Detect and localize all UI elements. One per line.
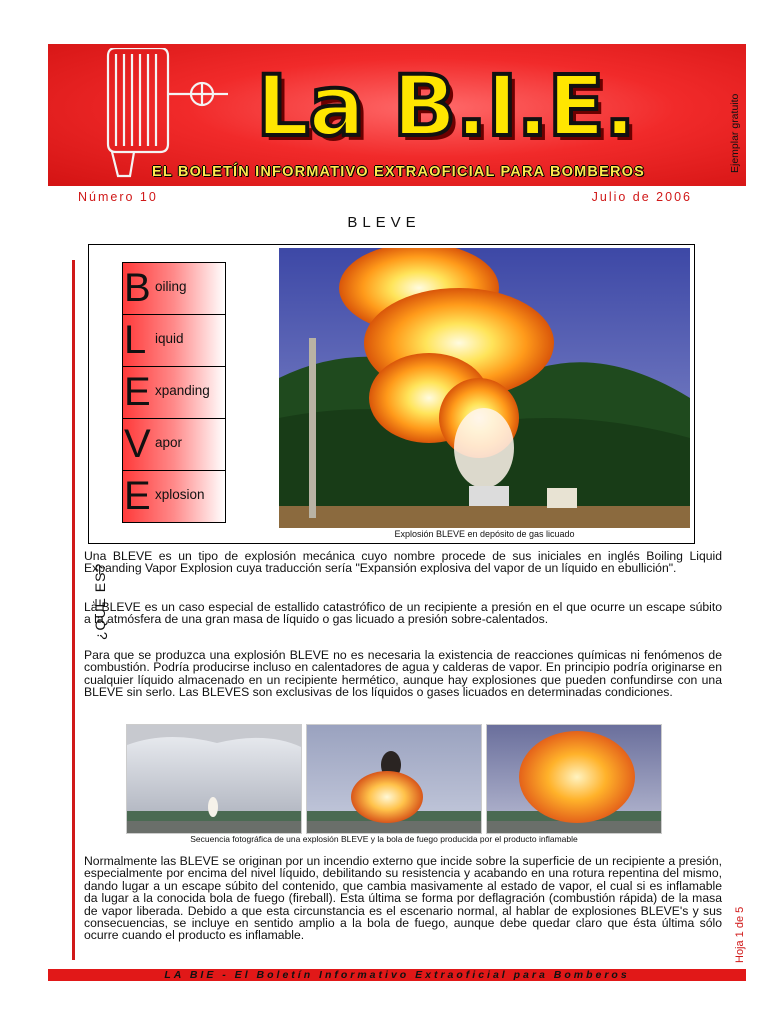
issue-date: Julio de 2006 bbox=[591, 190, 692, 204]
paragraph: Una BLEVE es un tipo de explosión mecánica cuyo nombre procede de sus iniciales en inglés Boiling Liquid Expanding Vapor Explosion cuya traducción sería "Expansión explosiva del vapor de un líquido en ebullición". bbox=[84, 549, 722, 576]
issue-number: Número 10 bbox=[78, 190, 158, 204]
masthead-subtitle: EL BOLETÍN INFORMATIVO EXTRAOFICIAL PARA BOMBEROS bbox=[152, 164, 645, 180]
bleve-explosion-photo bbox=[279, 248, 690, 528]
intro-figure bbox=[88, 244, 695, 544]
footer-text: LA BIE - El Boletín Informativo Extraoficial para Bomberos bbox=[164, 969, 630, 981]
page-title: BLEVE bbox=[347, 214, 421, 231]
acronym-row: B oiling bbox=[123, 263, 225, 315]
masthead-banner bbox=[48, 44, 746, 186]
section-side-label: ¿QUÉ ES? bbox=[92, 562, 108, 640]
paragraph: Normalmente las BLEVE se originan por un incendio externo que incide sobre la superficie de un recipiente a presión, especialmente por encima del nivel líquido, debilitando su resistencia y acabando en una rotura repentina del mismo, dando lugar a un escape súbito del contenido, que cambia masivamente al estado de vapor, el cual si es inflamable da lugar a la conocida bola de fuego (fireball). Esta última se forma por deflagración (combustión rápida) de la masa de vapor liberada. Debido a que esta circunstancia es el escenario normal, al hablar de explosiones BLEVE's y sus consecuencias, se incluye en sentido amplio a la bola de fuego, aunque debe quedar claro que ésta última sólo ocurre cuando el producto es inflamable. bbox=[84, 854, 722, 943]
page-number: Hoja 1 de 5 bbox=[734, 906, 746, 963]
sequence-photo-3 bbox=[486, 724, 662, 834]
masthead-title: La B.I.E. bbox=[256, 57, 635, 155]
sequence-photo-2 bbox=[306, 724, 482, 834]
acronym-row: L iquid bbox=[123, 315, 225, 367]
free-copy-label: Ejemplar gratuito bbox=[729, 93, 741, 173]
sequence-photo-1 bbox=[126, 724, 302, 834]
acronym-row: V apor bbox=[123, 419, 225, 471]
acronym-row: E xplosion bbox=[123, 471, 225, 522]
fire-hose-reel-icon bbox=[68, 48, 258, 180]
sequence-caption: Secuencia fotográfica de una explosión BLEVE y la bola de fuego producida por el producto inflamable bbox=[190, 834, 578, 844]
paragraph: Para que se produzca una explosión BLEVE no es necesaria la existencia de reacciones químicas ni fenómenos de combustión. Podría producirse incluso en calentadores de agua y calderas de vapor. En principio podría originarse en cualquier líquido almacenado en un recipiente hermético, aunque hay explosiones que pueden confundirse con una BLEVE sin serlo. Las BLEVES son exclusivas de los líquidos o gases licuados en determinadas condiciones. bbox=[84, 648, 722, 700]
main-photo-caption: Explosión BLEVE en depósito de gas licuado bbox=[394, 529, 575, 539]
acronym-table bbox=[122, 262, 226, 523]
acronym-row: E xpanding bbox=[123, 367, 225, 419]
left-divider bbox=[72, 260, 75, 960]
footer-bar bbox=[48, 969, 746, 981]
paragraph: La BLEVE es un caso especial de estallido catastrófico de un recipiente a presión en el que ocurre un escape súbito a la atmósfera de una gran masa de líquido o gas licuado a presión sobre-calentados. bbox=[84, 600, 722, 627]
